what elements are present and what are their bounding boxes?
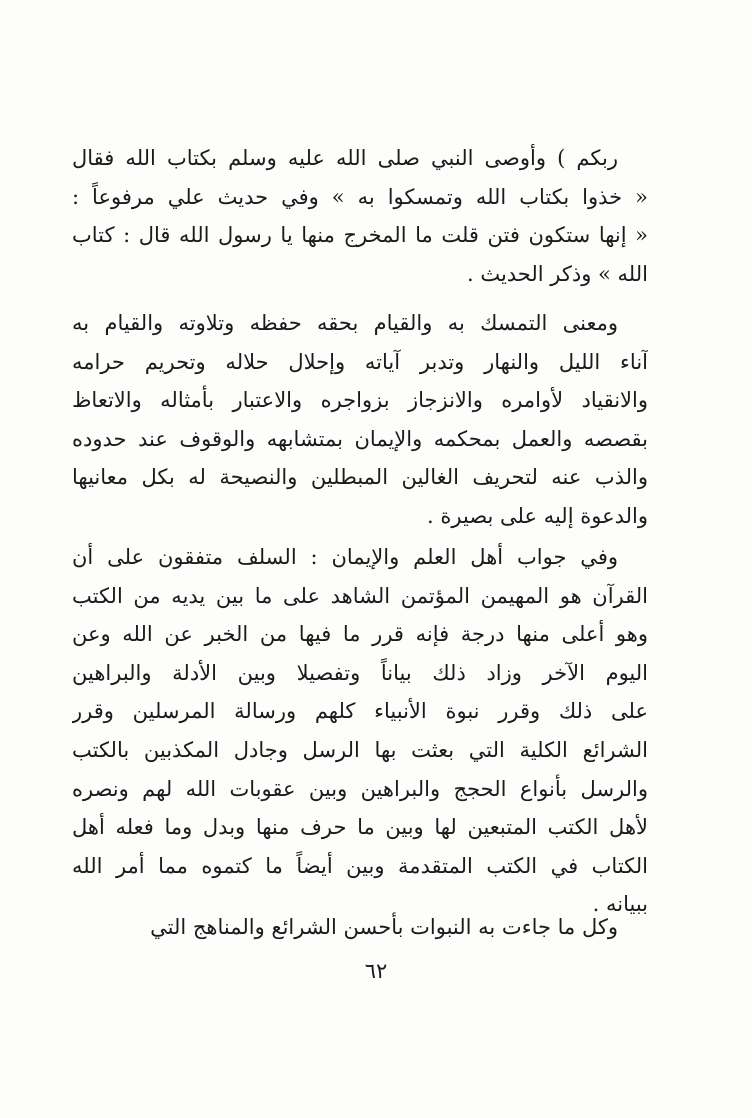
text-line: لأهل الكتب المتبعين لها وبين ما حرف منها وبدل وما فعله أهل	[72, 815, 648, 840]
text-line: الشرائع الكلية التي بعثت بها الرسل وجادل المكذبين بالكتب	[72, 737, 648, 762]
text-line: ومعنى التمسك به والقيام بحقه حفظه وتلاوته والقيام به	[72, 311, 618, 335]
text-line: وكل ما جاءت به النبوات بأحسن الشرائع والمناهج التي	[150, 915, 618, 939]
text-line: والذب عنه لتحريف الغالين المبطلين والنصيحة له بكل معانيها	[72, 465, 648, 490]
text-line: على ذلك وقرر نبوة الأنبياء كلهم ورسالة المرسلين وقرر	[72, 699, 648, 724]
text-line: « إنها ستكون فتن قلت ما المخرج منها يا رسول الله قال : كتاب	[72, 223, 648, 248]
text-line: الكتاب في الكتب المتقدمة وبين أيضاً ما كتموه مما أمر الله	[72, 853, 648, 878]
page-number: ٦٢	[364, 959, 388, 983]
text-line: بقصصه والعمل بمحكمه والإيمان بمتشابهه والوقوف عند حدوده	[72, 426, 648, 451]
paragraph-1	[72, 139, 648, 293]
text-line: وفي جواب أهل العلم والإيمان : السلف متفقون على أن	[72, 545, 618, 569]
text-line: والدعوة إليه على بصيرة .	[427, 503, 648, 528]
text-line: القرآن هو المهيمن المؤتمن الشاهد على ما بين يديه من الكتب	[72, 583, 648, 608]
text-line: ربكم ) وأوصى النبي صلى الله عليه وسلم بكتاب الله فقال	[72, 146, 618, 170]
text-line: الله » وذكر الحديث .	[466, 261, 648, 286]
text-line: وهو أعلى منها درجة فإنه قرر ما فيها من الخبر عن الله وعن	[72, 622, 648, 647]
paragraph-3	[72, 538, 648, 924]
paragraph-4	[72, 908, 648, 947]
text-line: آناء الليل والنهار وتدبر آياته وإحلال حلاله وتحريم حرامه	[72, 349, 648, 374]
text-line: والرسل بأنواع الحجج والبراهين وبين عقوبات الله لهم ونصره	[72, 776, 648, 801]
text-line: والانقياد لأوامره والانزجاز بزواجره والاعتبار بأمثاله والاتعاظ	[72, 388, 648, 413]
text-line: اليوم الآخر وزاد ذلك بياناً وتفصيلا وبين الأدلة والبراهين	[72, 660, 648, 685]
text-line: ببيانه .	[592, 892, 648, 917]
text-line: « خذوا بكتاب الله وتمسكوا به » وفي حديث علي مرفوعاً :	[72, 184, 648, 209]
paragraph-2	[72, 304, 648, 536]
